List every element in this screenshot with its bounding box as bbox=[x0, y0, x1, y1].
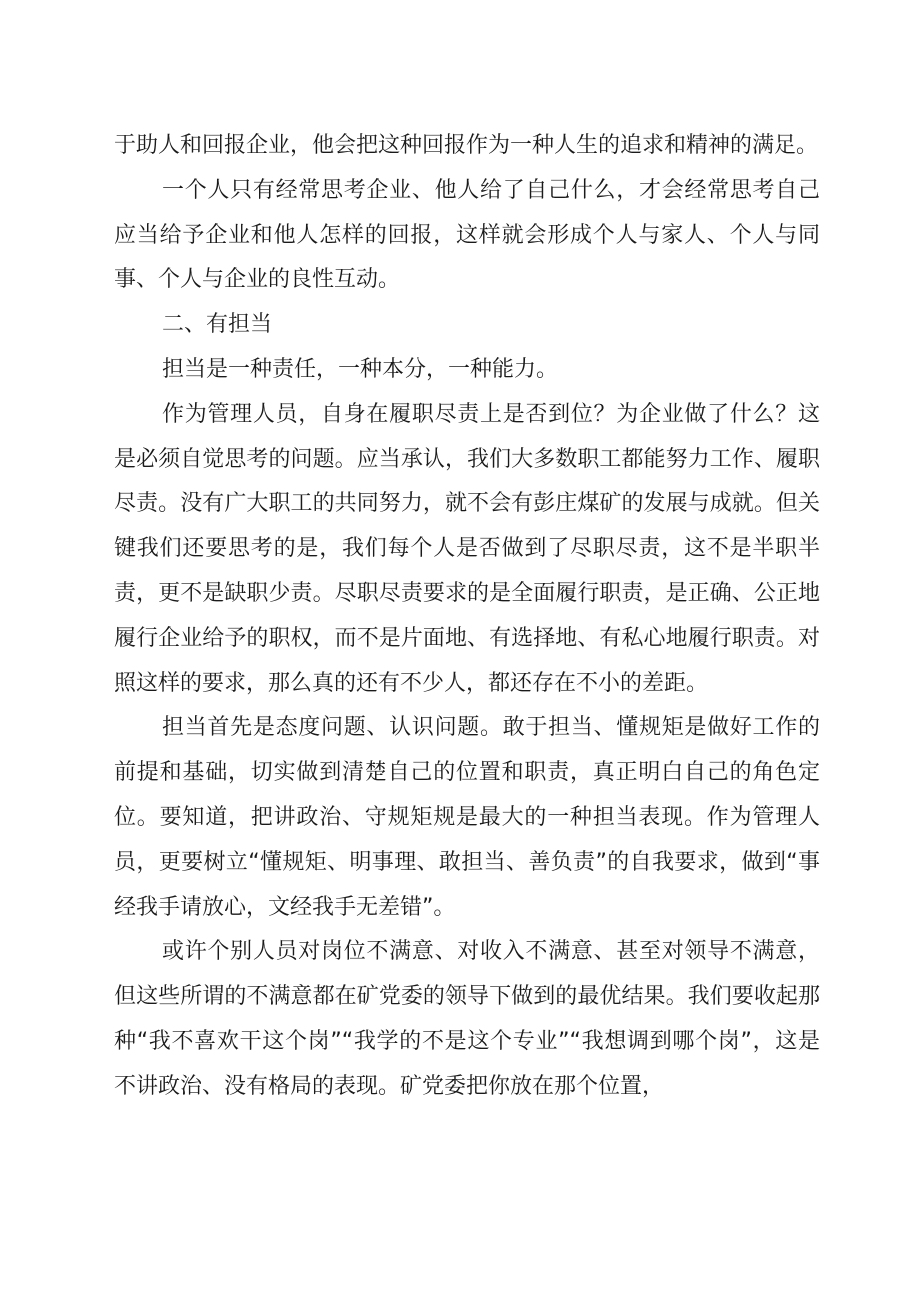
paragraph-2: 一个人只有经常思考企业、他人给了自己什么，才会经常思考自己应当给予企业和他人怎样的回报，这样就会形成个人与家人、个人与同事、个人与企业的良性互动。 bbox=[114, 177, 820, 293]
paragraph-4: 作为管理人员，自身在履职尽责上是否到位？为企业做了什么？这是必须自觉思考的问题。应当承认，我们大多数职工都能努力工作、履职尽责。没有广大职工的共同努力，就不会有彭庄煤矿的发展与成就。但关键我们还要思考的是，我们每个人是否做到了尽职尽责，这不是半职半责，更不是缺职少责。尽职尽责要求的是全面履行职责，是正确、公正地履行企业给予的职权，而不是片面地、有选择地、有私心地履行职责。对照这样的要求，那么真的还有不少人，都还存在不小的差距。 bbox=[114, 401, 820, 696]
paragraph-5: 担当首先是态度问题、认识问题。敢于担当、懂规矩是做好工作的前提和基础，切实做到清楚自己的位置和职责，真正明白自己的角色定位。要知道，把讲政治、守规矩规是最大的一种担当表现。作为管理人员，更要树立“懂规矩、明事理、敢担当、善负责”的自我要求，做到“事经我手请放心，文经我手无差错”。 bbox=[114, 715, 820, 920]
document-body bbox=[114, 124, 820, 1110]
paragraph-6: 或许个别人员对岗位不满意、对收入不满意、甚至对领导不满意，但这些所谓的不满意都在矿党委的领导下做到的最优结果。我们要收起那种“我不喜欢干这个岗”“我学的不是这个专业”“我想调到哪个岗”，这是不讲政治、没有格局的表现。矿党委把你放在那个位置， bbox=[114, 939, 820, 1099]
paragraph-3: 担当是一种责任，一种本分，一种能力。 bbox=[162, 356, 559, 382]
section-heading: 二、有担当 bbox=[162, 312, 273, 338]
paragraph-1: 于助人和回报企业，他会把这种回报作为一种人生的追求和精神的满足。 bbox=[114, 133, 819, 158]
